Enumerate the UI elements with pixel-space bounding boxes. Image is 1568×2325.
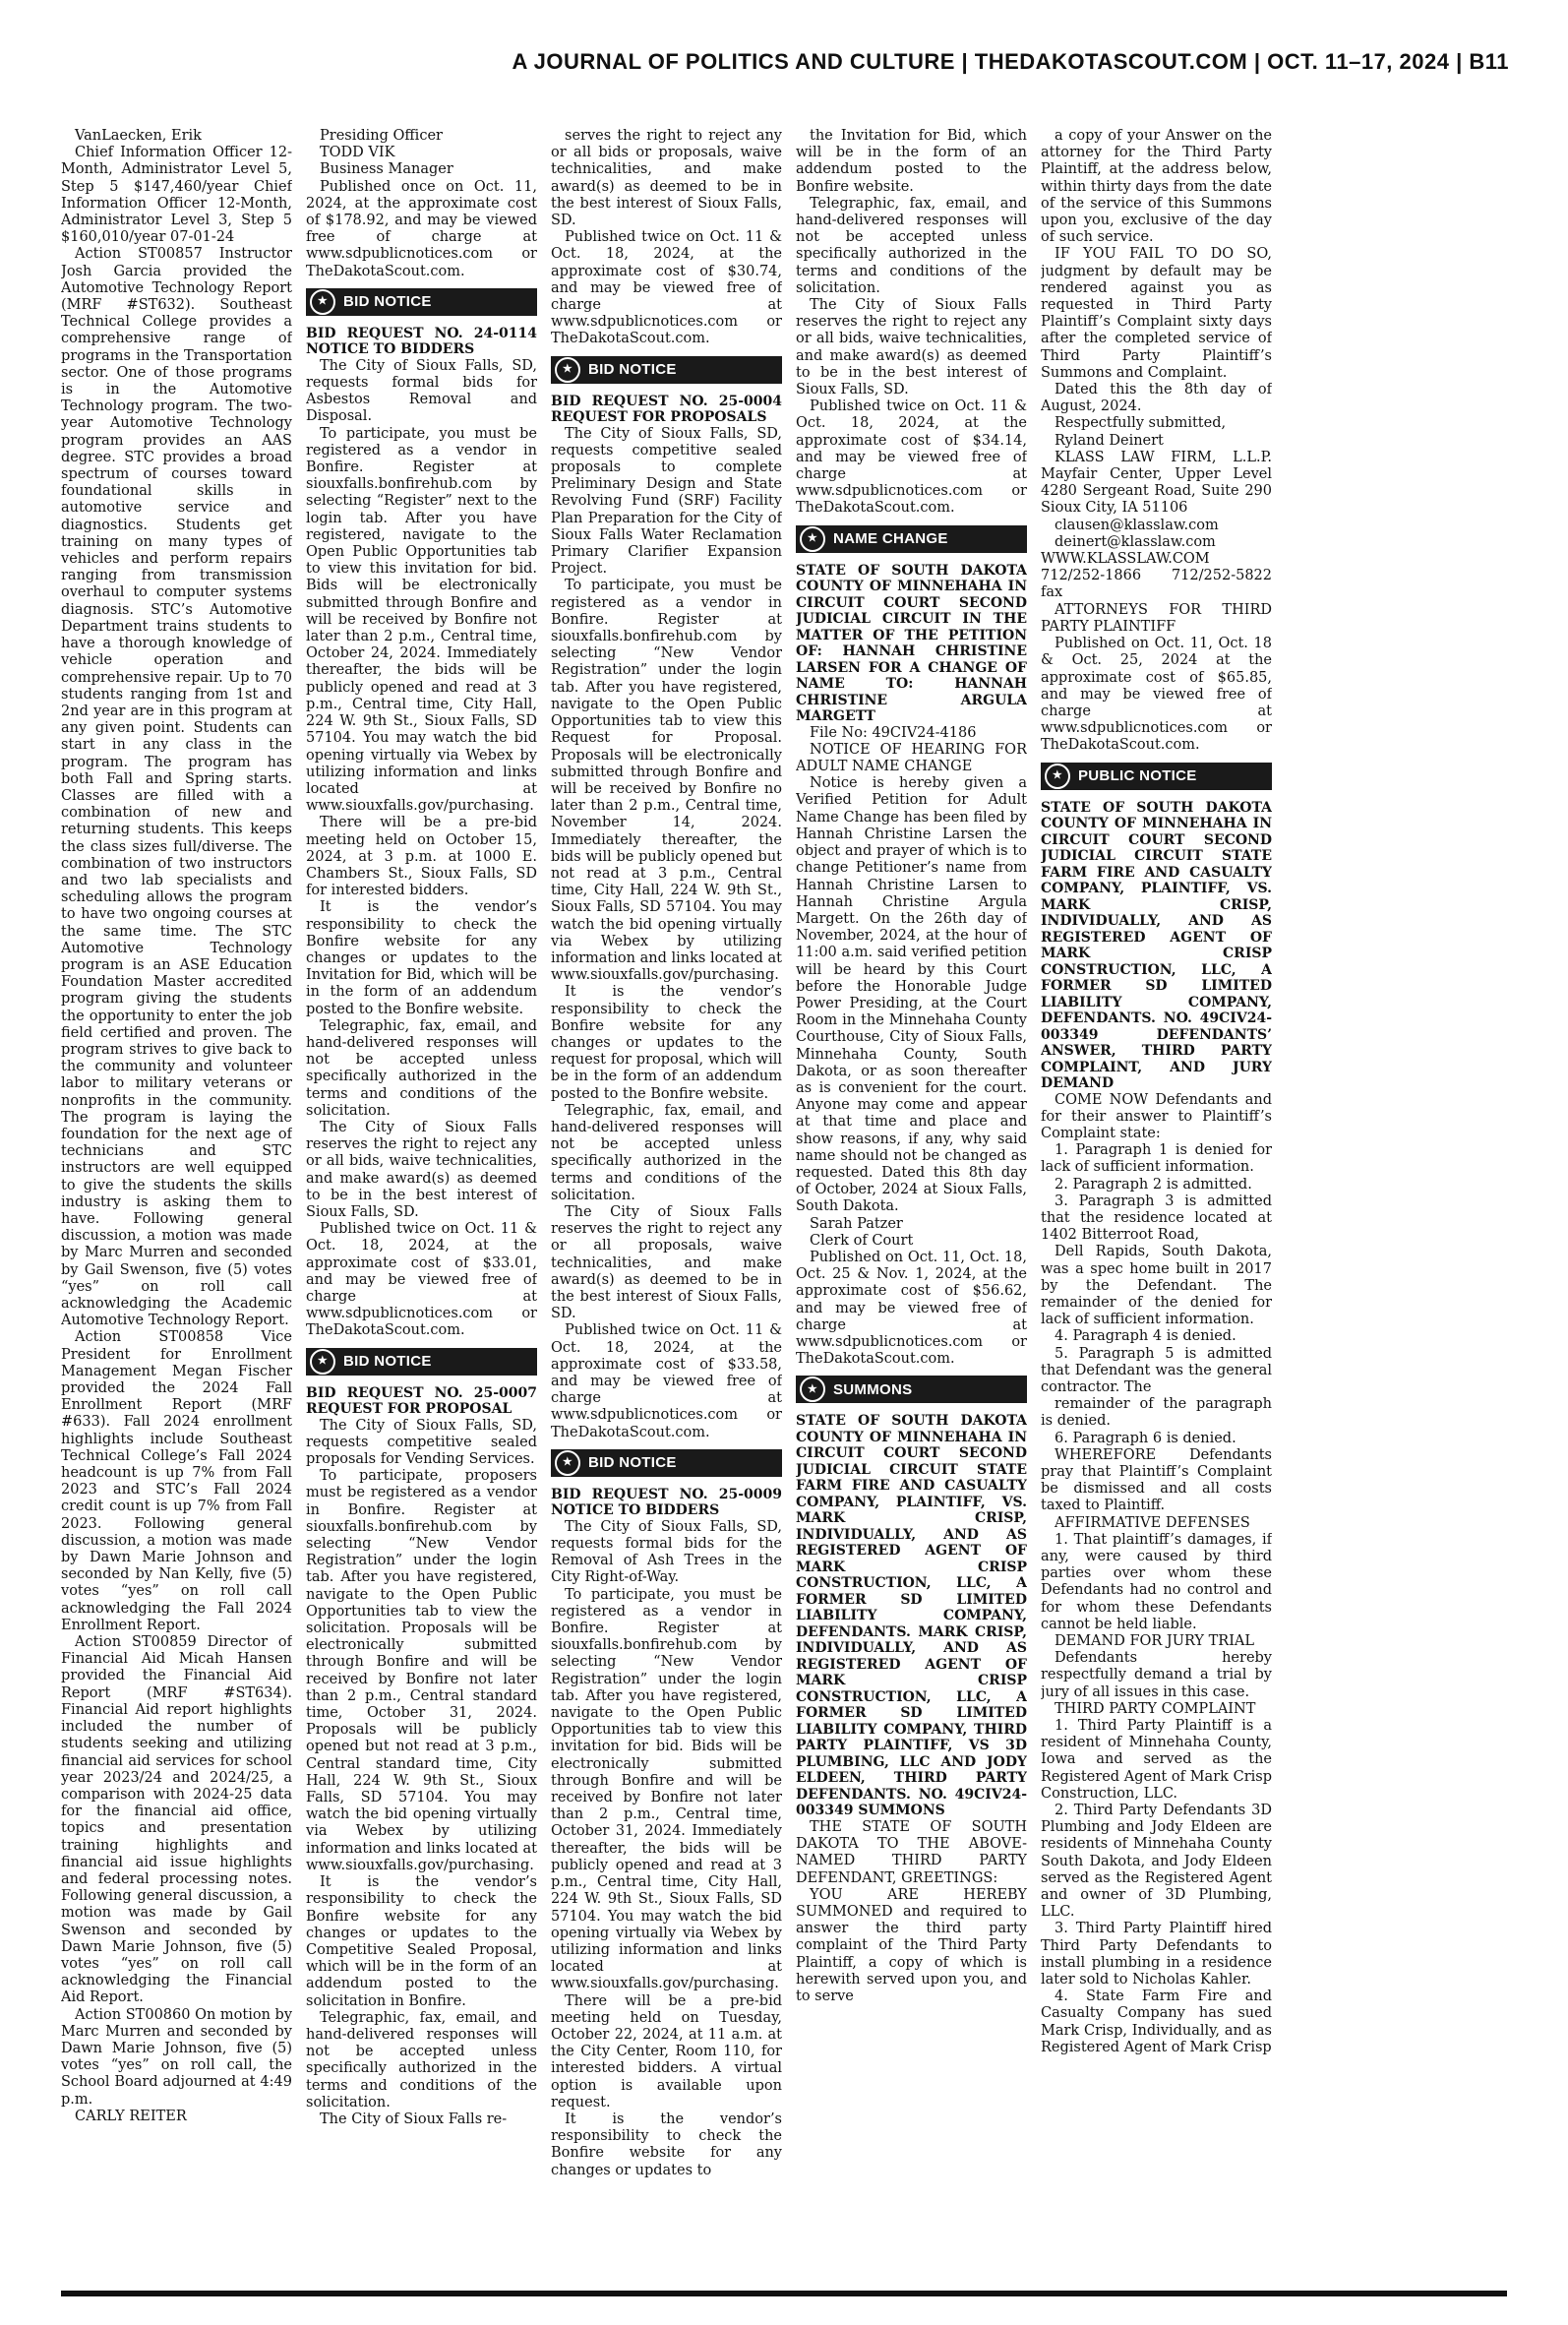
notice-paragraph: serves the right to reject any or all bids or proposals, waive technicalities, and make award(s) as deemed to be in the best interest of Sioux Falls, SD. xyxy=(551,128,782,229)
notice-paragraph: COME NOW Defendants and for their answer to Plaintiff’s Complaint state: xyxy=(1041,1091,1272,1141)
notice-paragraph: Action ST00859 Director of Financial Aid Micah Hansen provided the Financial Aid Report (MRF #ST634). Financial Aid report highlights included the number of students seeking and utilizing financial aid services for school year 2023/24 and 2024/25, a comparison with 2024-25 data for the financial aid office, topics and presentation training highlights and financial aid issue highlights and federal processing notes. Following general discussion, a motion was made by Gail Swenson and seconded by Dawn Marie Johnson, five (5) votes “yes” on roll call acknowledging the Financial Aid Report. xyxy=(61,1634,292,2006)
section-banner-label: BID NOTICE xyxy=(343,1353,432,1370)
notice-paragraph: Notice is hereby given a Verified Petition for Adult Name Change has been filed by Hannah Christine Larsen the object and prayer of which is to change Petitioner’s name from Hannah Christine Larsen to Hannah Christine Argula Margett. On the 26th day of November, 2024, at the hour of 11:00 a.m. said verified petition will be heard by this Court before the Honorable Judge Power Presiding, at the Court Room in the Minnehaha County Courthouse, City of Sioux Falls, Minnehaha County, South Dakota, or as soon thereafter as is convenient for the court. Anyone may come and appear at that time and place and show reasons, if any, why said name should not be changed as requested. Dated this 8th day of October, 2024 at Sioux Falls, South Dakota. xyxy=(796,775,1027,1215)
notice-paragraph: 3. Third Party Plaintiff hired Third Party Defendants to install plumbing in a residence later sold to Nicholas Kahler. xyxy=(1041,1921,1272,1988)
notice-paragraph: The City of Sioux Falls reserves the right to reject any or all proposals, waive technicalities, and make award(s) as deemed to be in the best interest of Sioux Falls, SD. xyxy=(551,1203,782,1322)
notice-paragraph: TODD VIK xyxy=(320,145,395,161)
notice-paragraph: It is the vendor’s responsibility to check the Bonfire website for any changes or updates to the request for proposal, which will be in the form of an addendum posted to the Bonfire website. xyxy=(551,984,782,1102)
notice-paragraph: Dell Rapids, South Dakota, was a spec home built in 2017 by the Defendant. The remainder of the denied for lack of sufficient information. xyxy=(1041,1244,1272,1328)
notice-paragraph: Telegraphic, fax, email, and hand-delivered responses will not be accepted unless specifically authorized in the terms and conditions of the solicitation. xyxy=(551,1102,782,1203)
notice-paragraph: Telegraphic, fax, email, and hand-delivered responses will not be accepted unless specifically authorized in the terms and conditions of the solicitation. xyxy=(306,1017,537,1119)
notice-heading: STATE OF SOUTH DAKOTA COUNTY OF MINNEHAHA IN CIRCUIT COURT SECOND JUDICIAL CIRCUIT STATE FARM FIRE AND CASUALTY COMPANY, PLAINTIFF, VS. MARK CRISP, INDIVIDUALLY, AND AS REGISTERED AGENT OF MARK CRISP CONSTRUCTION, LLC, A FORMER SD LIMITED LIABILITY COMPANY, DEFENDANTS. NO. 49CIV24-003349 DEFENDANTS’ ANSWER, THIRD PARTY COMPLAINT, AND JURY DEMAND xyxy=(1041,799,1272,1092)
notice-paragraph: Published once on Oct. 11, 2024, at the approximate cost of $178.92, and may be viewed free of charge at www.sdpublicnotices.com or TheDakotaScout.com. xyxy=(306,178,537,279)
notice-paragraph: clausen@klasslaw.com xyxy=(1055,517,1219,533)
notice-logo-icon: ★ xyxy=(800,526,825,552)
notice-paragraph: 3. Paragraph 3 is admitted that the residence located at 1402 Bitterroot Road, xyxy=(1041,1193,1272,1244)
notice-paragraph: Action ST00858 Vice President for Enrollment Management Megan Fischer provided the 2024 Fall Enrollment Report (MRF #633). Fall 2024 enrollment highlights include Southeast Technical College’s Fall 2024 headcount is up 7% from Fall 2023 and STC’s Fall 2024 credit count is up 7% from Fall 2023. Following general discussion, a motion was made by Dawn Marie Johnson and seconded by Nan Kelly, five (5) votes “yes” on roll call acknowledging the Fall 2024 Enrollment Report. xyxy=(61,1329,292,1633)
newspaper-columns xyxy=(61,128,1507,2268)
notice-paragraph: It is the vendor’s responsibility to check the Bonfire website for any changes or updates to the Invitation for Bid, which will be in the form of an addendum posted to the Bonfire website. xyxy=(306,899,537,1017)
notice-paragraph: THE STATE OF SOUTH DAKOTA TO THE ABOVE-NAMED THIRD PARTY DEFENDANT, GREETINGS: xyxy=(796,1818,1027,1886)
section-banner xyxy=(306,1348,537,1376)
section-banner-label: PUBLIC NOTICE xyxy=(1078,766,1197,784)
notice-paragraph: The City of Sioux Falls re- xyxy=(320,2111,508,2127)
notice-heading: BID REQUEST NO. 25-0009 NOTICE TO BIDDERS xyxy=(551,1486,782,1519)
notice-paragraph: Ryland Deinert xyxy=(1055,432,1164,449)
page-masthead: A JOURNAL OF POLITICS AND CULTURE | THEDAKOTASCOUT.COM | OCT. 11–17, 2024 | B11 xyxy=(512,49,1509,74)
column-3 xyxy=(551,128,782,2268)
notice-paragraph: Published twice on Oct. 11 & Oct. 18, 2024, at the approximate cost of $34.14, and may be viewed free of charge at www.sdpublicnotices.com or TheDakotaScout.com. xyxy=(796,398,1027,517)
notice-paragraph: Published twice on Oct. 11 & Oct. 18, 2024, at the approximate cost of $33.58, and may be viewed free of charge at www.sdpublicnotices.com or TheDakotaScout.com. xyxy=(551,1322,782,1440)
section-banner xyxy=(551,1449,782,1477)
notice-paragraph: The City of Sioux Falls, SD, requests formal bids for Asbestos Removal and Disposal. xyxy=(306,357,537,425)
notice-heading: STATE OF SOUTH DAKOTA COUNTY OF MINNEHAHA IN CIRCUIT COURT SECOND JUDICIAL CIRCUIT STATE FARM FIRE AND CASUALTY COMPANY, PLAINTIFF, VS. MARK CRISP, INDIVIDUALLY, AND AS REGISTERED AGENT OF MARK CRISP CONSTRUCTION, LLC, A FORMER SD LIMITED LIABILITY COMPANY, DEFENDANTS. MARK CRISP, INDIVIDUALLY, AND AS REGISTERED AGENT OF MARK CRISP CONSTRUCTION, LLC, A FORMER SD LIMITED LIABILITY COMPANY, THIRD PARTY PLAINTIFF, VS 3D PLUMBING, LLC AND JODY ELDEEN, THIRD PARTY DEFENDANTS. NO. 49CIV24-003349 SUMMONS xyxy=(796,1413,1027,1819)
notice-paragraph: The City of Sioux Falls, SD, requests competitive sealed proposals to complete Preliminary Design and State Revolving Fund (SRF) Facility Plan Preparation for the City of Sioux Falls Water Reclamation Primary Clarifier Expansion Project. xyxy=(551,425,782,578)
notice-heading: STATE OF SOUTH DAKOTA COUNTY OF MINNEHAHA IN CIRCUIT COURT SECOND JUDICIAL CIRCUIT IN THE MATTER OF THE PETITION OF: HANNAH CHRISTINE LARSEN FOR A CHANGE OF NAME TO: HANNAH CHRISTINE ARGULA MARGETT xyxy=(796,562,1027,725)
notice-paragraph: Business Manager xyxy=(320,161,453,178)
notice-paragraph: THIRD PARTY COMPLAINT xyxy=(1055,1700,1256,1717)
notice-paragraph: 4. Paragraph 4 is denied. xyxy=(1055,1328,1236,1345)
notice-paragraph: a copy of your Answer on the attorney for the Third Party Plaintiff, at the address below, within thirty days from the date of the service of this Summons upon you, exclusive of the day of such service. xyxy=(1041,128,1272,246)
notice-paragraph: The City of Sioux Falls reserves the right to reject any or all bids, waive technicalities, and make award(s) as deemed to be in the best interest of Sioux Falls, SD. xyxy=(796,297,1027,398)
section-banner-label: SUMMONS xyxy=(833,1380,913,1398)
notice-paragraph: CARLY REITER xyxy=(75,2108,187,2124)
notice-logo-icon: ★ xyxy=(800,1377,825,1402)
notice-paragraph: DEMAND FOR JURY TRIAL xyxy=(1055,1633,1255,1650)
notice-paragraph: Clerk of Court xyxy=(810,1232,914,1249)
notice-logo-icon: ★ xyxy=(310,289,335,315)
section-banner xyxy=(796,1376,1027,1403)
section-banner-label: BID NOTICE xyxy=(343,293,432,311)
notice-paragraph: Presiding Officer xyxy=(320,128,443,144)
notice-paragraph: VanLaecken, Erik xyxy=(75,128,202,144)
notice-paragraph: Telegraphic, fax, email, and hand-delivered responses will not be accepted unless specifically authorized in the terms and conditions of the solicitation. xyxy=(306,2009,537,2111)
notice-paragraph: To participate, you must be registered as a vendor in Bonfire. Register at siouxfalls.bonfirehub.com by selecting “Register” next to the login tab. After you have registered, navigate to the Open Public Opportunities tab to view this invitation for bid. Bids will be electronically submitted through Bonfire and will be received by Bonfire not later than 2 p.m., Central time, October 24, 2024. Immediately thereafter, the bids will be publicly opened and read at 3 p.m., Central time, City Hall, 224 W. 9th St., Sioux Falls, SD 57104. You may watch the bid opening virtually via Webex by utilizing information and links located at www.siouxfalls.gov/purchasing. xyxy=(306,425,537,815)
notice-heading: BID REQUEST NO. 25-0004 REQUEST FOR PROPOSALS xyxy=(551,393,782,426)
notice-paragraph: IF YOU FAIL TO DO SO, judgment by default may be rendered against you as requested in Third Party Plaintiff’s Complaint sixty days after the completed service of Third Party Plaintiff’s Summons and Complaint. xyxy=(1041,246,1272,381)
notice-paragraph: To participate, proposers must be registered as a vendor in Bonfire. Register at siouxfalls.bonfirehub.com by selecting “New Vendor Registration” under the login tab. After you have registered, navigate to the Open Public Opportunities tab to view the solicitation. Proposals will be electronically submitted through Bonfire and will be received by Bonfire not later than 2 p.m., Central standard time, October 31, 2024. Proposals will be publicly opened but not read at 3 p.m., Central standard time, City Hall, 224 W. 9th St., Sioux Falls, SD 57104. You may watch the bid opening virtually via Webex by utilizing information and links located at www.siouxfalls.gov/purchasing. xyxy=(306,1468,537,1873)
section-banner-label: BID NOTICE xyxy=(588,361,677,379)
column-4 xyxy=(796,128,1027,2268)
notice-paragraph: The City of Sioux Falls, SD, requests competitive sealed proposals for Vending Services. xyxy=(306,1417,537,1468)
notice-paragraph: There will be a pre-bid meeting held on October 15, 2024, at 3 p.m. at 1000 E. Chambers St., Sioux Falls, SD for interested bidders. xyxy=(306,815,537,899)
notice-paragraph: the Invitation for Bid, which will be in the form of an addendum posted to the Bonfire website. xyxy=(796,128,1027,195)
notice-paragraph: To participate, you must be registered as a vendor in Bonfire. Register at siouxfalls.bonfirehub.com by selecting “New Vendor Registration” under the login tab. After you have registered, navigate to the Open Public Opportunities tab to view this Request for Proposal. Proposals will be electronically submitted through Bonfire and will be received by Bonfire no later than 2 p.m., Central time, November 14, 2024. Immediately thereafter, the bids will be publicly opened but not read at 3 p.m., Central time, City Hall, 224 W. 9th St., Sioux Falls, SD 57104. You may watch the bid opening virtually via Webex by utilizing information and links located at www.siouxfalls.gov/purchasing. xyxy=(551,578,782,984)
notice-paragraph: Telegraphic, fax, email, and hand-delivered responses will not be accepted unless specifically authorized in the terms and conditions of the solicitation. xyxy=(796,195,1027,296)
notice-paragraph: KLASS LAW FIRM, L.L.P. Mayfair Center, Upper Level 4280 Sergeant Road, Suite 290 Sioux City, IA 51106 xyxy=(1041,449,1272,517)
section-banner xyxy=(306,288,537,316)
notice-paragraph: deinert@klasslaw.com WWW.KLASSLAW.COM 712/252-1866 712/252-5822 fax xyxy=(1041,533,1272,601)
notice-paragraph: YOU ARE HEREBY SUMMONED and required to answer the third party complaint of the Third Party Plaintiff, a copy of which is herewith served upon you, and to serve xyxy=(796,1886,1027,2004)
notice-paragraph: To participate, you must be registered as a vendor in Bonfire. Register at siouxfalls.bonfirehub.com by selecting “New Vendor Registration” under the login tab. After you have registered, navigate to the Open Public Opportunities tab to view this invitation for bid. Bids will be electronically submitted through Bonfire and will be received by Bonfire not later than 2 p.m., Central time, October 31, 2024. Immediately thereafter, the bids will be publicly opened and read at 3 p.m., Central time, City Hall, 224 W. 9th St., Sioux Falls, SD 57104. You may watch the bid opening virtually via Webex by utilizing information and links located at www.siouxfalls.gov/purchasing. xyxy=(551,1586,782,1992)
bottom-rule xyxy=(61,2291,1507,2296)
notice-paragraph: 6. Paragraph 6 is denied. xyxy=(1055,1430,1236,1446)
section-banner xyxy=(1041,763,1272,790)
notice-paragraph: Published on Oct. 11, Oct. 18 & Oct. 25, 2024 at the approximate cost of $65.85, and may be viewed free of charge at www.sdpublicnotices.com or TheDakotaScout.com. xyxy=(1041,636,1272,754)
section-banner xyxy=(551,356,782,384)
section-banner-label: BID NOTICE xyxy=(588,1454,677,1472)
notice-paragraph: Published twice on Oct. 11 & Oct. 18, 2024, at the approximate cost of $33.01, and may be viewed free of charge at www.sdpublicnotices.com or TheDakotaScout.com. xyxy=(306,1221,537,1339)
column-1 xyxy=(61,128,292,2268)
notice-paragraph: 4. State Farm Fire and Casualty Company has sued Mark Crisp, Individually, and as Registered Agent of Mark Crisp xyxy=(1041,1988,1272,2055)
notice-paragraph: 1. Paragraph 1 is denied for lack of sufficient information. xyxy=(1041,1142,1272,1176)
notice-paragraph: There will be a pre-bid meeting held on Tuesday, October 22, 2024, at 11 a.m. at the City Center, Room 110, for interested bidders. A virtual option is available upon request. xyxy=(551,1992,782,2111)
notice-paragraph: Sarah Patzer xyxy=(810,1215,903,1232)
notice-paragraph: Dated this the 8th day of August, 2024. xyxy=(1041,382,1272,415)
column-5 xyxy=(1041,128,1272,2268)
notice-paragraph: The City of Sioux Falls reserves the right to reject any or all bids, waive technicalities, and make award(s) as deemed to be in the best interest of Sioux Falls, SD. xyxy=(306,1119,537,1220)
notice-paragraph: Respectfully submitted, xyxy=(1055,415,1227,432)
notice-paragraph: WHEREFORE Defendants pray that Plaintiff’s Complaint be dismissed and all costs taxed to Plaintiff. xyxy=(1041,1446,1272,1514)
notice-paragraph: Action ST00857 Instructor Josh Garcia provided the Automotive Technology Report (MRF #ST632). Southeast Technical College provides a comprehensive range of programs in the Transportation sector. One of those programs is in the Automotive Technology program. The two-year Automotive Technology program provides an AAS degree. STC provides a broad spectrum of courses toward foundational skills in automotive service and diagnostics. Students get training on many types of vehicles and perform repairs ranging from transmission overhaul to computer systems diagnosis. STC’s Automotive Department trains students to have a thorough knowledge of vehicle operation and comprehensive repair. Up to 70 students ranging from 1st and 2nd year are in this program at any given point. Students can start in any class in the program. The program has both Fall and Spring starts. Classes are filled with a combination of new and returning students. This keeps the class sizes full/diverse. The combination of two instructors and two lab specialists and scheduling allows the program to have two ongoing courses at the same time. The STC Automotive Technology program is an ASE Education Foundation Master accredited program giving the students the opportunity to enter the job field certified and proven. The program strives to give back to the community and volunteer labor to military veterans or nonprofits in the community. The program is laying the foundation for the next age of technicians and STC instructors are well equipped to give the students the skills industry is asking them to have. Following general discussion, a motion was made by Marc Murren and seconded by Gail Swenson, five (5) votes “yes” on roll call acknowledging the Academic Automotive Technology Report. xyxy=(61,246,292,1329)
notice-paragraph: remainder of the paragraph is denied. xyxy=(1041,1396,1272,1430)
notice-paragraph: File No: 49CIV24-4186 xyxy=(810,724,977,741)
notice-heading: BID REQUEST NO. 24-0114 NOTICE TO BIDDERS xyxy=(306,325,537,358)
notice-paragraph: ATTORNEYS FOR THIRD PARTY PLAINTIFF xyxy=(1041,601,1272,635)
notice-logo-icon: ★ xyxy=(555,357,580,383)
column-2 xyxy=(306,128,537,2268)
notice-paragraph: Action ST00860 On motion by Marc Murren and seconded by Dawn Marie Johnson, five (5) votes “yes” on roll call, the School Board adjourned at 4:49 p.m. xyxy=(61,2006,292,2108)
notice-paragraph: Published twice on Oct. 11 & Oct. 18, 2024, at the approximate cost of $30.74, and may be viewed free of charge at www.sdpublicnotices.com or TheDakotaScout.com. xyxy=(551,229,782,347)
notice-logo-icon: ★ xyxy=(555,1450,580,1476)
notice-logo-icon: ★ xyxy=(310,1349,335,1375)
notice-paragraph: 1. That plaintiff’s damages, if any, were caused by third parties over whom these Defendants had no control and for whom these Defendants cannot be held liable. xyxy=(1041,1531,1272,1632)
notice-paragraph: 2. Third Party Defendants 3D Plumbing and Jody Eldeen are residents of Minnehaha County South Dakota, and Jody Eldeen served as the Registered Agent and owner of 3D Plumbing, LLC. xyxy=(1041,1803,1272,1921)
notice-paragraph: AFFIRMATIVE DEFENSES xyxy=(1055,1514,1250,1531)
notice-paragraph: It is the vendor’s responsibility to check the Bonfire website for any changes or updates to xyxy=(551,2111,782,2178)
notice-paragraph: 5. Paragraph 5 is admitted that Defendant was the general contractor. The xyxy=(1041,1345,1272,1395)
notice-paragraph: 1. Third Party Plaintiff is a resident of Minnehaha County, Iowa and served as the Registered Agent of Mark Crisp Construction, LLC. xyxy=(1041,1718,1272,1802)
notice-heading: BID REQUEST NO. 25-0007 REQUEST FOR PROPOSAL xyxy=(306,1384,537,1418)
notice-paragraph: NOTICE OF HEARING FOR ADULT NAME CHANGE xyxy=(796,741,1027,775)
notice-paragraph: Published on Oct. 11, Oct. 18, Oct. 25 & Nov. 1, 2024, at the approximate cost of $56.62, and may be viewed free of charge at www.sdpublicnotices.com or TheDakotaScout.com. xyxy=(796,1249,1027,1368)
notice-logo-icon: ★ xyxy=(1045,764,1070,789)
section-banner xyxy=(796,525,1027,553)
notice-paragraph: Defendants hereby respectfully demand a trial by jury of all issues in this case. xyxy=(1041,1650,1272,1700)
notice-paragraph: 2. Paragraph 2 is admitted. xyxy=(1055,1176,1252,1193)
notice-paragraph: The City of Sioux Falls, SD, requests formal bids for the Removal of Ash Trees in the City Right-of-Way. xyxy=(551,1518,782,1586)
notice-paragraph: Chief Information Officer 12-Month, Administrator Level 5, Step 5 $147,460/year Chief Information Officer 12-Month, Administrator Level 3, Step 5 $160,010/year 07-01-24 xyxy=(61,145,292,246)
section-banner-label: NAME CHANGE xyxy=(833,530,948,548)
notice-paragraph: It is the vendor’s responsibility to check the Bonfire website for any changes or updates to the Competitive Sealed Proposal, which will be in the form of an addendum posted to the solicitation in Bonfire. xyxy=(306,1874,537,2009)
